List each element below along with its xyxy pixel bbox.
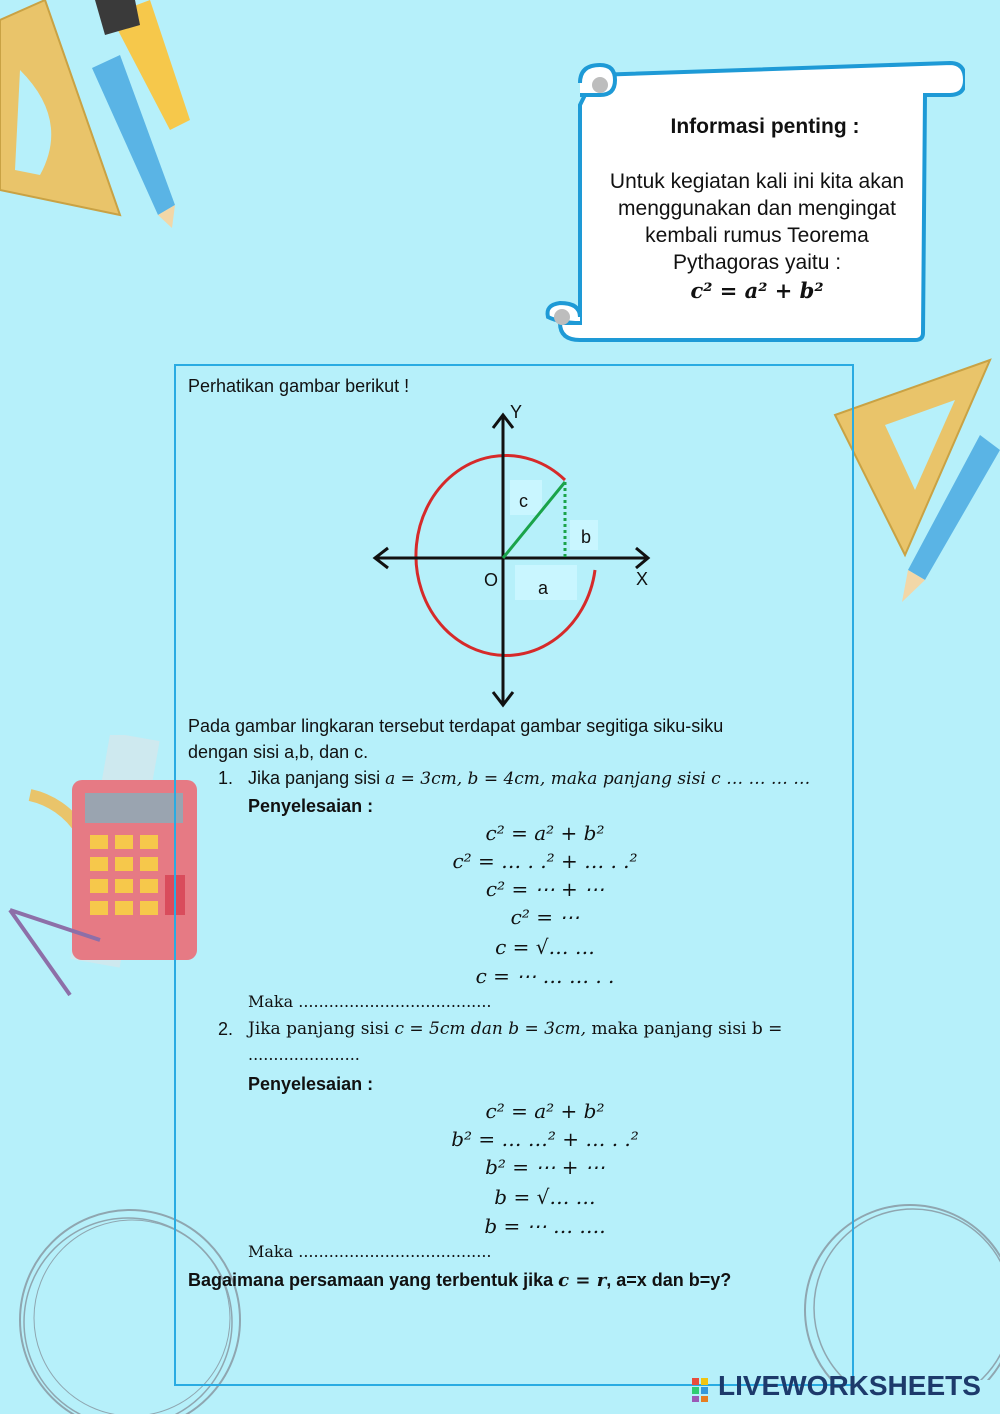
q1-step-1: c² = a² + b²	[485, 821, 605, 845]
q1-step-3: c² = ⋯ + ⋯	[485, 877, 605, 901]
info-title: Informasi penting :	[670, 115, 860, 138]
q2-dots: ......................	[248, 1045, 360, 1064]
side-a-label: a	[538, 578, 549, 598]
final-question	[188, 1270, 731, 1291]
q2-answer-line: Maka ......................................	[248, 1242, 492, 1261]
y-axis-label: Y	[510, 402, 523, 422]
q1-solution-label: Penyelesaian :	[248, 796, 374, 816]
liveworksheets-logo-icon	[692, 1378, 718, 1402]
description-line-1: Pada gambar lingkaran tersebut terdapat gambar segitiga siku-siku	[188, 716, 724, 736]
circle-triangle-diagram	[360, 400, 690, 715]
side-c-label: c	[519, 491, 528, 511]
final-question-math: c = r	[558, 1270, 607, 1291]
q2-prefix: Jika panjang sisi	[248, 1019, 395, 1039]
side-b-label: b	[581, 527, 592, 547]
origin-label: O	[484, 570, 499, 590]
q2-step-5: b = ⋯ … ….	[484, 1214, 606, 1238]
q2-text	[248, 1019, 782, 1039]
q2-step-2: b² = … …² + … . .²	[451, 1127, 639, 1151]
x-axis-label: X	[636, 569, 649, 589]
q1-step-4: c² = ⋯	[510, 905, 580, 929]
q1-text	[248, 768, 810, 789]
q1-number: 1.	[218, 768, 234, 788]
q2-number: 2.	[218, 1019, 234, 1039]
intro-text: Perhatikan gambar berikut !	[188, 376, 410, 396]
q2-suffix: maka panjang sisi b =	[586, 1019, 783, 1039]
q1-condition: a = 3cm, b = 4cm, maka panjang sisi c … … … …	[385, 769, 811, 789]
q1-prefix: Jika panjang sisi	[248, 768, 386, 788]
q2-condition: c = 5cm dan b = 3cm,	[394, 1019, 587, 1039]
liveworksheets-logo-text: LIVEWORKSHEETS	[718, 1370, 981, 1401]
q1-step-6: c = ⋯ … … . .	[475, 964, 615, 988]
ruler-pencil-decoration	[0, 0, 200, 240]
description-line-2: dengan sisi a,b, dan c.	[188, 742, 369, 762]
info-body: Untuk kegiatan kali ini kita akan menggunakan dan mengingat kembali rumus Teorema Pythagoras yaitu :	[609, 170, 905, 274]
final-question-after: , a=x dan b=y?	[606, 1270, 732, 1290]
q2-solution-label: Penyelesaian :	[248, 1074, 374, 1094]
q2-step-1: c² = a² + b²	[485, 1099, 605, 1123]
info-formula: c² = a² + b²	[690, 278, 824, 303]
q1-answer-line: Maka ......................................	[248, 992, 492, 1011]
q1-step-5: c = √… …	[495, 935, 595, 959]
triangle-ruler-decoration	[830, 350, 1000, 610]
final-question-before: Bagaimana persamaan yang terbentuk jika	[188, 1270, 559, 1290]
q2-step-4: b = √… …	[494, 1185, 596, 1209]
q2-step-3: b² = ⋯ + ⋯	[485, 1155, 605, 1179]
q1-step-2: c² = … . .² + … . .²	[452, 849, 638, 873]
